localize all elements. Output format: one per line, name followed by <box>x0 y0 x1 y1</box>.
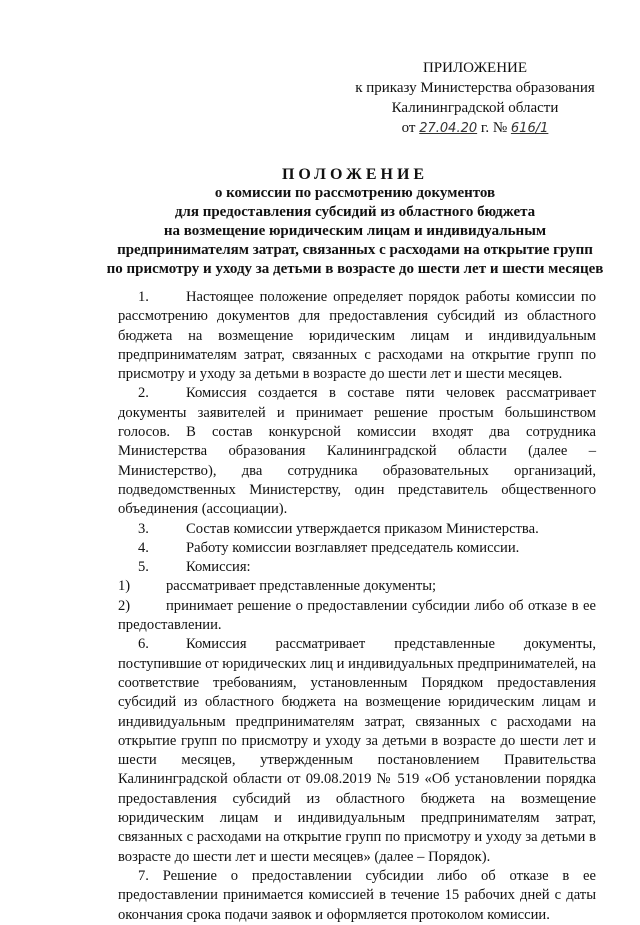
item-number: 7. <box>138 867 149 884</box>
item-number: 2. <box>138 385 149 402</box>
item-text: Работу комиссии возглавляет председатель комиссии. <box>186 539 520 556</box>
item-text: Комиссия создается в составе пяти человек рассматривает документы заявителей и принимает решение простым большинством голосов. В состав конкурсной комиссии входят два сотрудника Министерства образования Калининградской области (далее – Министерство), два сотрудника образовательных организаций, подведомственных Министерству, один представитель общественного объединения (ассоциации). <box>118 385 596 518</box>
paragraph-4 <box>118 539 596 558</box>
item-text: Решение о предоставлении субсидии либо об отказе в ее предоставлении принимается комиссией в течение 15 рабочих дней с даты окончания срока подачи заявок и оформляется протоколом комиссии. <box>118 867 596 923</box>
item-text: Состав комиссии утверждается приказом Министерства. <box>186 520 539 537</box>
title-line: по присмотру и уходу за детьми в возрасте до шести лет и шести месяцев <box>106 261 604 277</box>
document-body <box>118 288 596 925</box>
date-suffix: г. № <box>480 120 508 136</box>
title-line: предпринимателям затрат, связанных с расходами на открытие групп <box>117 242 593 258</box>
paragraph-3 <box>118 520 596 539</box>
item-number: 1) <box>118 578 131 595</box>
subitem-2 <box>118 597 596 636</box>
appendix-header <box>330 58 620 139</box>
item-number: 3. <box>138 520 149 537</box>
item-number: 5. <box>138 559 149 576</box>
item-text: рассматривает представленные документы; <box>166 578 437 595</box>
paragraph-5 <box>118 558 596 577</box>
order-number: 616/1 <box>510 121 549 136</box>
title-line: на возмещение юридическим лицам и индивидуальным <box>163 223 547 239</box>
title-main: ПОЛОЖЕНИЕ <box>281 166 429 183</box>
item-number: 2) <box>118 597 131 614</box>
title-line: о комиссии по рассмотрению документов <box>214 185 496 201</box>
subitem-1 <box>118 577 596 596</box>
item-number: 4. <box>138 539 149 556</box>
appendix-region: Калининградской области <box>391 100 559 116</box>
document-title <box>85 165 625 279</box>
item-number: 6. <box>138 636 149 653</box>
item-text: Настоящее положение определяет порядок работы комиссии по рассмотрению документов для предоставления субсидий из областного бюджета на возмещение юридическим лицам и индивидуальным предпринимателям затрат, связанных с расходами на открытие групп по присмотру и уходу за детьми в возрасте до шести лет и шести месяцев. <box>118 289 596 383</box>
paragraph-2 <box>118 384 596 519</box>
appendix-label: ПРИЛОЖЕНИЕ <box>422 60 528 76</box>
date-value: 27.04.20 <box>419 121 478 136</box>
paragraph-7 <box>118 867 596 925</box>
paragraph-6 <box>118 635 596 867</box>
item-text: принимает решение о предоставлении субсидии либо об отказе в ее предоставлении. <box>118 597 596 634</box>
paragraph-1 <box>118 288 596 384</box>
item-number: 1. <box>138 289 149 305</box>
item-text: Комиссия: <box>186 559 251 576</box>
title-line: для предоставления субсидий из областного бюджета <box>174 204 536 220</box>
date-prefix: от <box>401 120 416 136</box>
appendix-date-line <box>330 118 620 139</box>
item-text: Комиссия рассматривает представленные документы, поступившие от юридических лиц и индивидуальных предпринимателей, на соответствие требованиям, установленным Порядком предоставления субсидий из областного бюджета на возмещение юридическим лицам и индивидуальным предпринимателям затрат, связанных с расходами на открытие групп по присмотру и уходу за детьми в возрасте до шести лет и шести месяцев, утвержденным постановлением Правительства Калининградской области от 09.08.2019 № 519 «Об установлении порядка предоставления субсидий из областного бюджета на возмещение юридическим лицам и индивидуальным предпринимателям затрат, связанных с расходами на открытие групп по присмотру и уходу за детьми в возрасте до шести лет и шести месяцев» (далее – Порядок). <box>118 636 596 865</box>
appendix-order-ref: к приказу Министерства образования <box>355 80 595 96</box>
